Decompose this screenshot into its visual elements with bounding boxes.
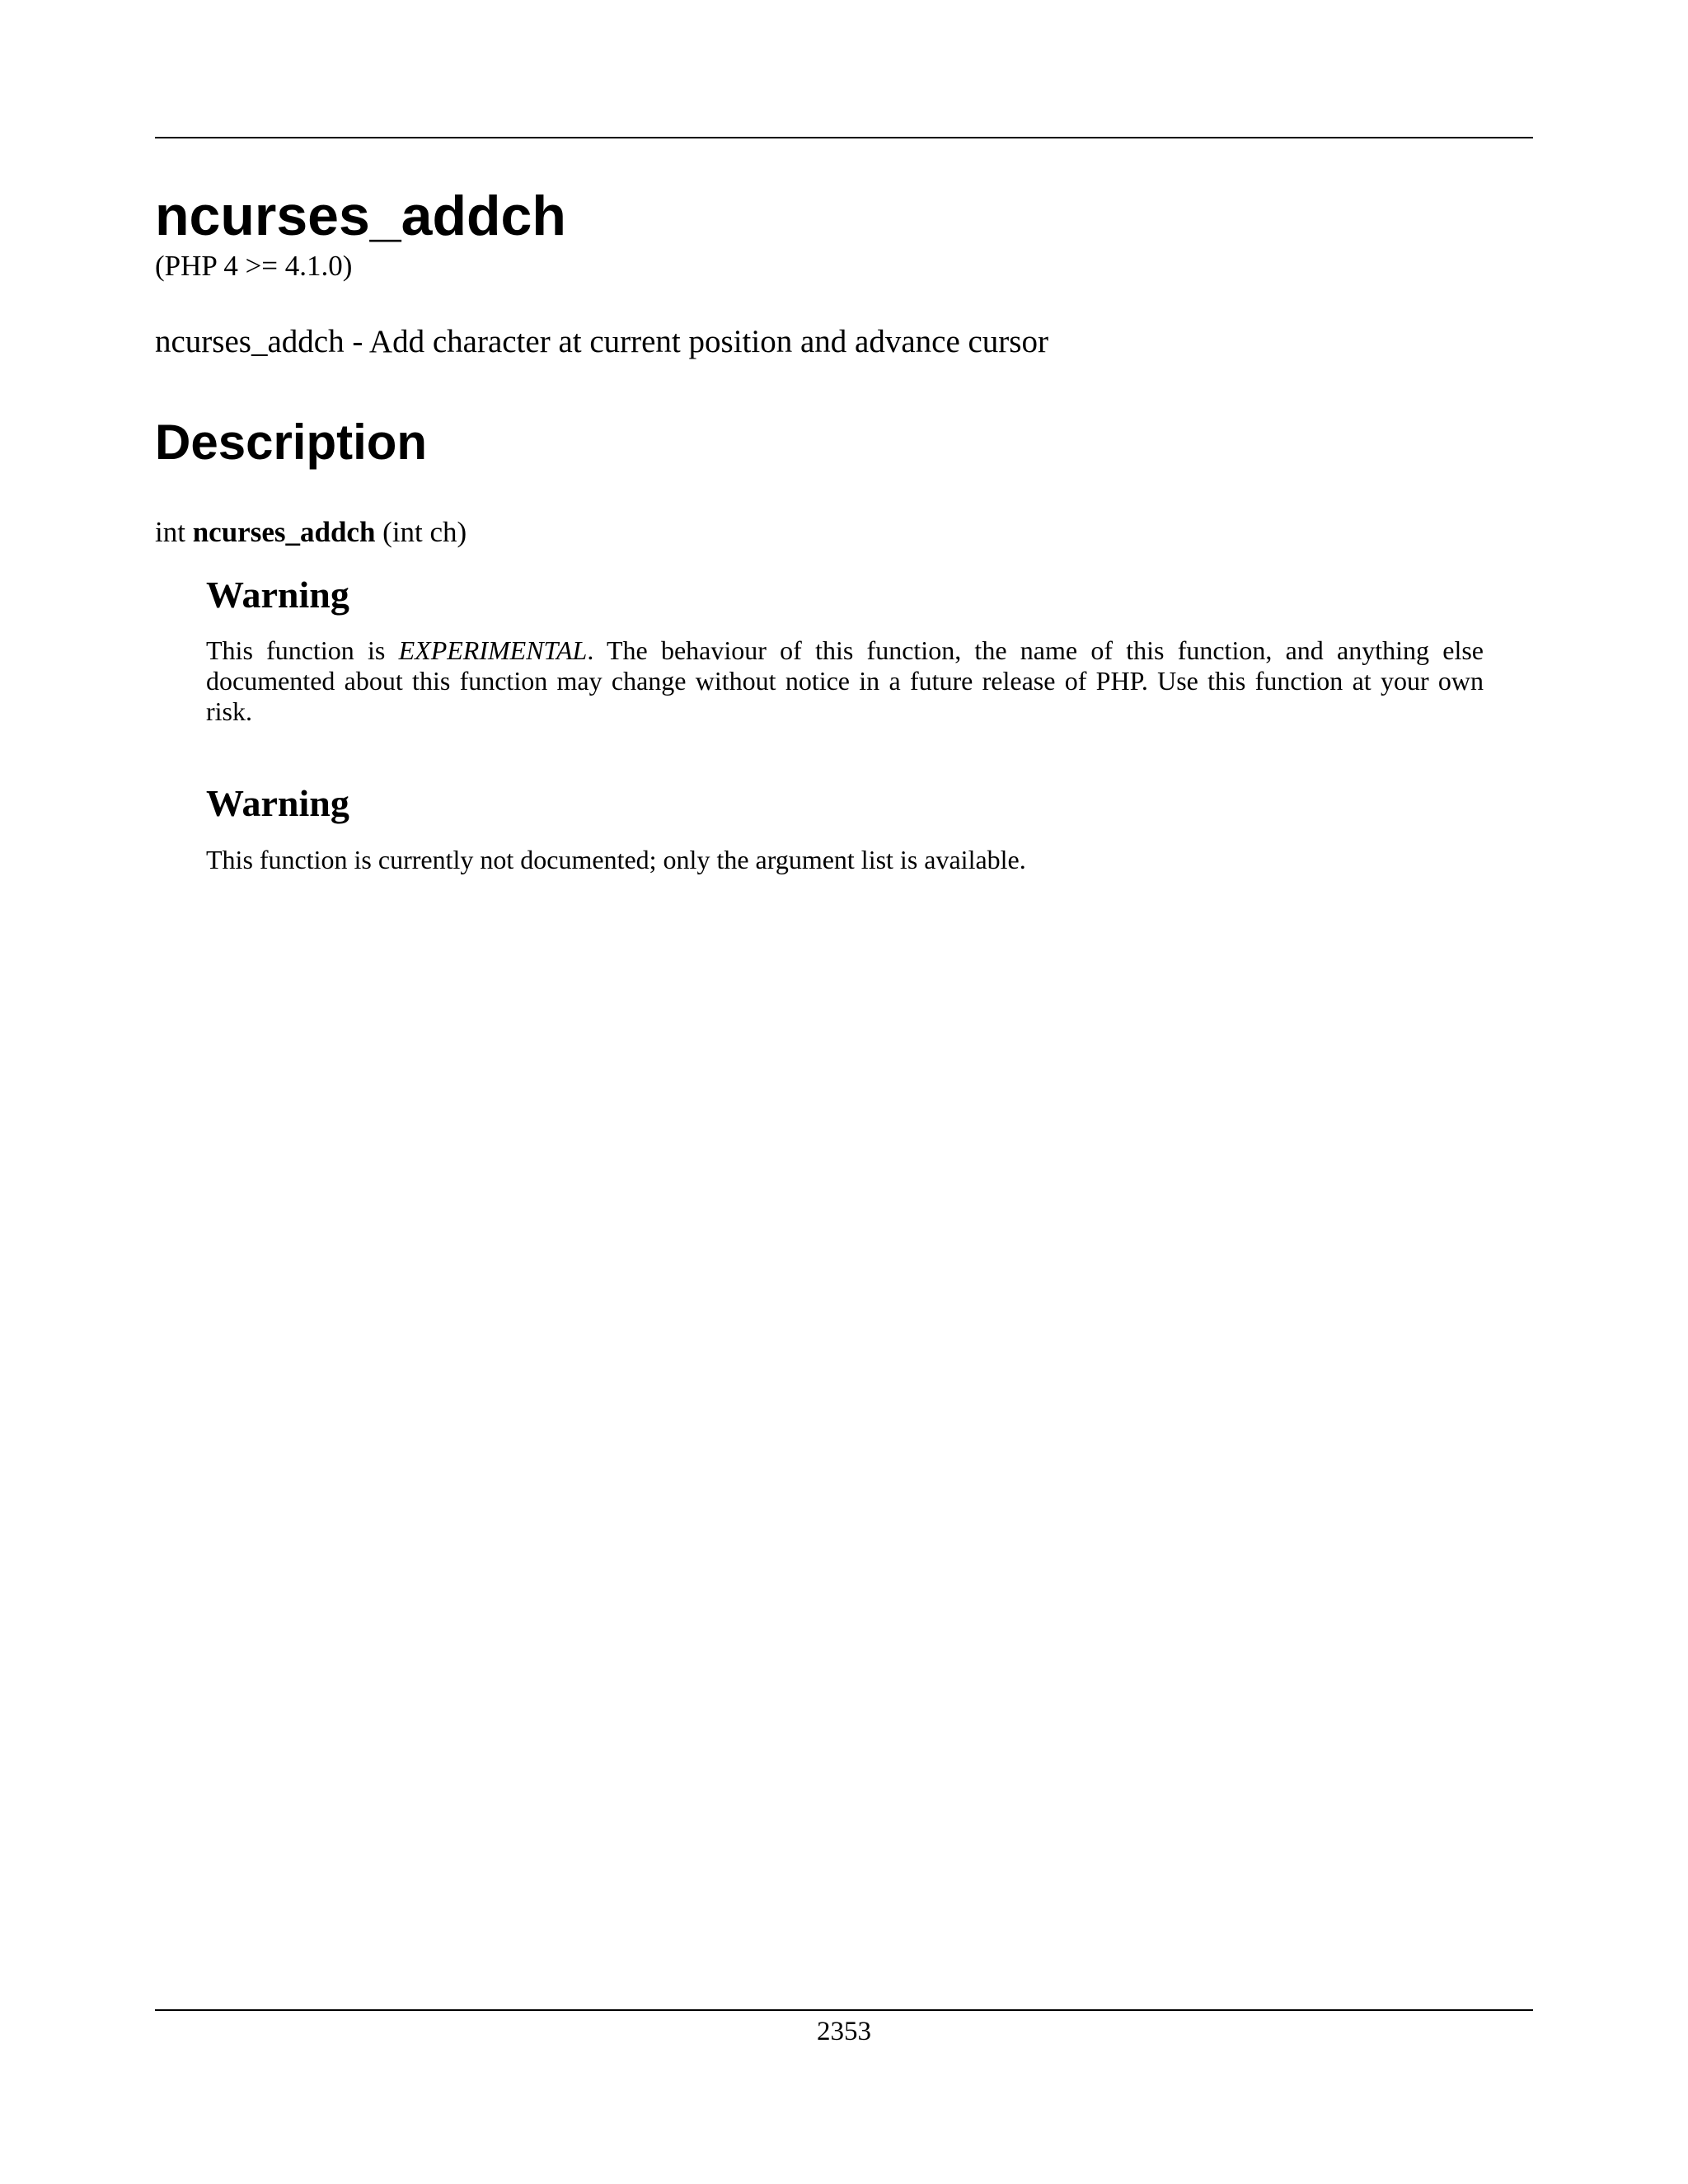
page-content	[155, 185, 1533, 875]
warning-title: Warning	[206, 573, 349, 616]
page-number: 2353	[817, 2017, 871, 2046]
function-synopsis	[155, 515, 1533, 550]
warning-text: This function is currently not documented; only the argument list is available.	[206, 844, 1026, 874]
warning-text	[206, 635, 1484, 727]
section-heading-description: Description	[155, 414, 428, 470]
function-purpose: ncurses_addch - Add character at current position and advance cursor	[155, 324, 1048, 359]
warning-experimental	[206, 574, 1484, 728]
warning-undocumented	[206, 783, 1484, 875]
header-rule	[155, 137, 1533, 138]
synopsis-function-name: ncurses_addch	[192, 515, 376, 548]
function-title: ncurses_addch	[155, 185, 566, 247]
warning-text-end: . The behaviour of this function, the name of this function, and anything else documented about this function may change without notice in a future release of PHP. Use this function at your own risk.	[206, 635, 1484, 727]
warning-emphasis: EXPERIMENTAL	[398, 635, 588, 666]
warning-text-start: This function is	[206, 635, 399, 666]
synopsis-params: (int ch)	[375, 515, 467, 548]
warning-title: Warning	[206, 782, 349, 825]
synopsis-return-type: int	[155, 515, 193, 548]
version-info: (PHP 4 >= 4.1.0)	[155, 250, 353, 282]
footer-rule	[155, 2009, 1533, 2011]
